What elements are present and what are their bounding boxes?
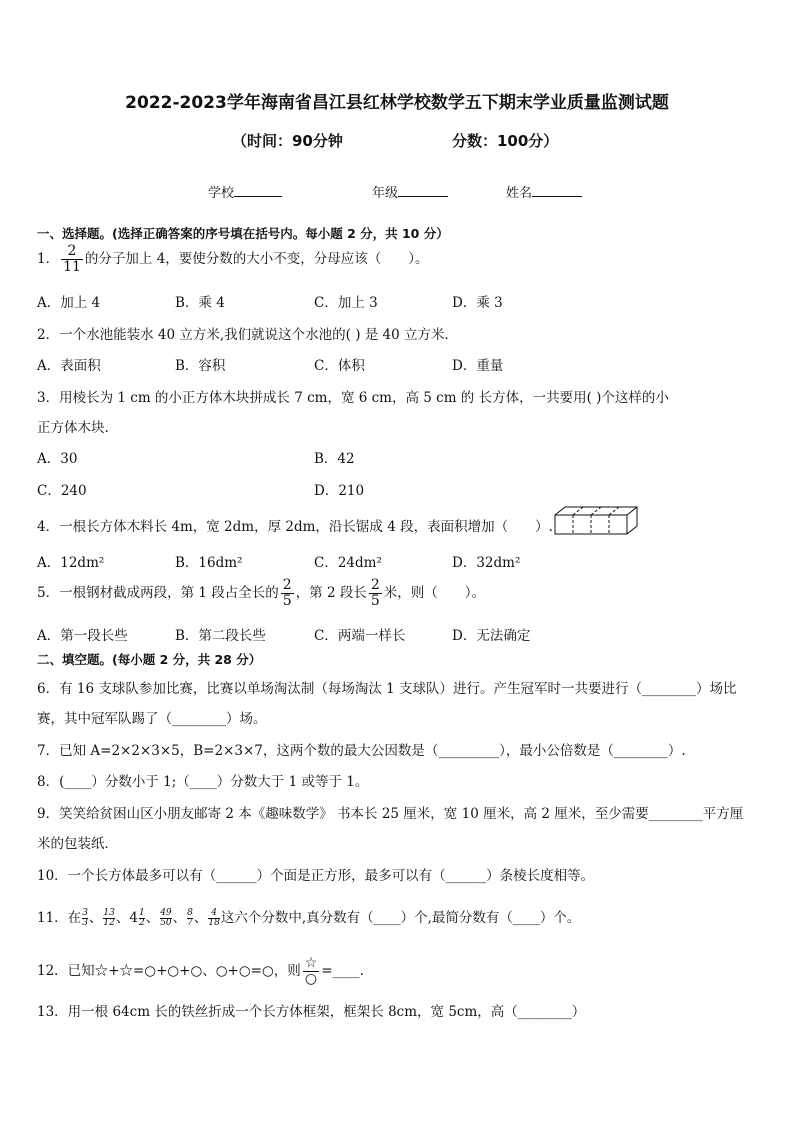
q5-option-d: D．无法确定 xyxy=(452,628,531,644)
q3-option-b: B．42 xyxy=(314,451,355,467)
grade-field: 年级 xyxy=(372,182,448,201)
question-10: 10．一个长方体最多可以有（______）个面是正方形，最多可以有（______）条棱长度相等。 xyxy=(37,868,595,884)
name-field: 姓名 xyxy=(506,182,582,201)
q11-fraction-list: $\frac{3}{3}$、 $\frac{13}{12}$、4 $\frac{1}{2}$、 $\frac{49}{50}$、 $\frac{8}{7}$、 $\frac{4}{18}$ xyxy=(82,908,220,928)
q4-option-a: A．12dm² xyxy=(37,555,105,571)
q1-option-d: D．乘 3 xyxy=(452,295,503,311)
cuboid-diagram xyxy=(554,506,640,536)
section1-heading: 一、选择题。(选择正确答案的序号填在括号内。每小题 2 分，共 10 分） xyxy=(37,226,449,241)
fraction: $\frac{2}{5}$ xyxy=(282,577,292,609)
q4-option-c: C．24dm² xyxy=(314,555,382,571)
q11-fraction: $\frac{49}{50}$ xyxy=(160,908,172,928)
question-2: 2．一个水池能装水 40 立方米,我们就说这个水池的( ) 是 40 立方米． xyxy=(37,327,459,343)
question-9-line2: 米的包装纸． xyxy=(37,836,118,852)
q3-option-c: C．240 xyxy=(37,483,87,499)
q2-option-a: A．表面积 xyxy=(37,358,101,374)
q11-fraction: $\frac{3}{3}$ xyxy=(82,908,88,928)
q1-option-c: C．加上 3 xyxy=(314,295,378,311)
question-3-line2: 正方体木块. xyxy=(37,420,109,436)
section2-heading: 二、填空题。(每小题 2 分，共 28 分） xyxy=(37,652,262,667)
q2-option-d: D．重量 xyxy=(452,358,504,374)
q5-option-b: B．第二段长些 xyxy=(175,628,266,644)
question-5: 5．一根钢材截成两段，第 1 段占全长的 $\frac{2}{5}$ ，第 2 段长 $\frac{2}{5}$ 米，则（ ）。 xyxy=(37,577,486,609)
q3-option-a: A．30 xyxy=(37,451,78,467)
school-field: 学校 xyxy=(208,182,282,201)
q2-option-c: C．体积 xyxy=(314,358,365,374)
question-3-line1: 3．用棱长为 1 cm 的小正方体木块拼成长 7 cm，宽 6 cm，高 5 cm 的 长方体，一共要用( )个这样的小 xyxy=(37,390,669,406)
question-11: 11．在 $\frac{3}{3}$、 $\frac{13}{12}$、4 $\frac{1}{2}$、 $\frac{49}{50}$、 $\frac{8}{7}$、 $\frac{4}{18}$这六个分数中,真分数有（____）个,最简分数有（____）个。 xyxy=(37,908,581,928)
fraction: $\frac{2}{5}$ xyxy=(370,577,380,609)
q2-option-b: B．容积 xyxy=(175,358,226,374)
q11-fraction: $\frac{13}{12}$ xyxy=(103,908,115,928)
question-4: 4．一根长方体木料长 4m，宽 2dm，厚 2dm，沿长锯成 4 段，表面积增加（ ）. xyxy=(37,519,553,535)
q5-option-c: C．两端一样长 xyxy=(314,628,406,644)
whole-part: 4 xyxy=(129,910,138,926)
exam-title: 2022-2023学年海南省昌江县红林学校数学五下期末学业质量监测试题 xyxy=(125,93,669,113)
question-13: 13．用一根 64cm 长的铁丝折成一个长方体框架，框架长 8cm，宽 5cm，高（________） xyxy=(37,1004,586,1020)
question-6-line1: 6．有 16 支球队参加比赛，比赛以单场淘汰制（每场淘汰 1 支球队）进行。产生冠军时一共要进行（________）场比 xyxy=(37,681,737,697)
q11-fraction: $\frac{8}{7}$ xyxy=(187,908,193,928)
q1-option-b: B．乘 4 xyxy=(175,295,225,311)
q3-option-d: D．210 xyxy=(314,483,365,499)
q11-fraction: 4 $\frac{1}{2}$ xyxy=(129,908,145,928)
q4-option-b: B．16dm² xyxy=(175,555,243,571)
q11-fraction: $\frac{4}{18}$ xyxy=(208,908,220,928)
question-9-line1: 9．笑笑给贫困山区小朋友邮寄 2 本《趣味数学》 书本长 25 厘米，宽 10 厘米，高 2 厘米，至少需要________平方厘 xyxy=(37,806,744,822)
q1-option-a: A．加上 4 xyxy=(37,295,101,311)
question-12: 12．已知☆+☆=○+○+○、○+○=○，则 $\frac{☆}{○}$ =____. xyxy=(37,955,364,987)
question-6-line2: 赛，其中冠军队踢了（________）场。 xyxy=(37,711,267,727)
question-8: 8．(____）分数小于 1;（____）分数大于 1 或等于 1。 xyxy=(37,774,369,790)
fraction: $\frac{2}{11}$ xyxy=(63,243,81,275)
question-7: 7．已知 A=2×2×3×5，B=2×3×7，这两个数的最大公因数是（_________），最小公倍数是（________）. xyxy=(37,743,686,759)
q5-option-a: A．第一段长些 xyxy=(37,628,128,644)
exam-time: （时间：90分钟 xyxy=(232,132,343,150)
symbol-fraction: $\frac{☆}{○}$ xyxy=(304,955,318,987)
question-1: 1． $\frac{2}{11}$ 的分子加上 4，要使分数的大小不变，分母应该（ ）。 xyxy=(37,243,429,275)
exam-score: 分数：100分） xyxy=(452,132,559,150)
q4-option-d: D．32dm² xyxy=(452,555,521,571)
